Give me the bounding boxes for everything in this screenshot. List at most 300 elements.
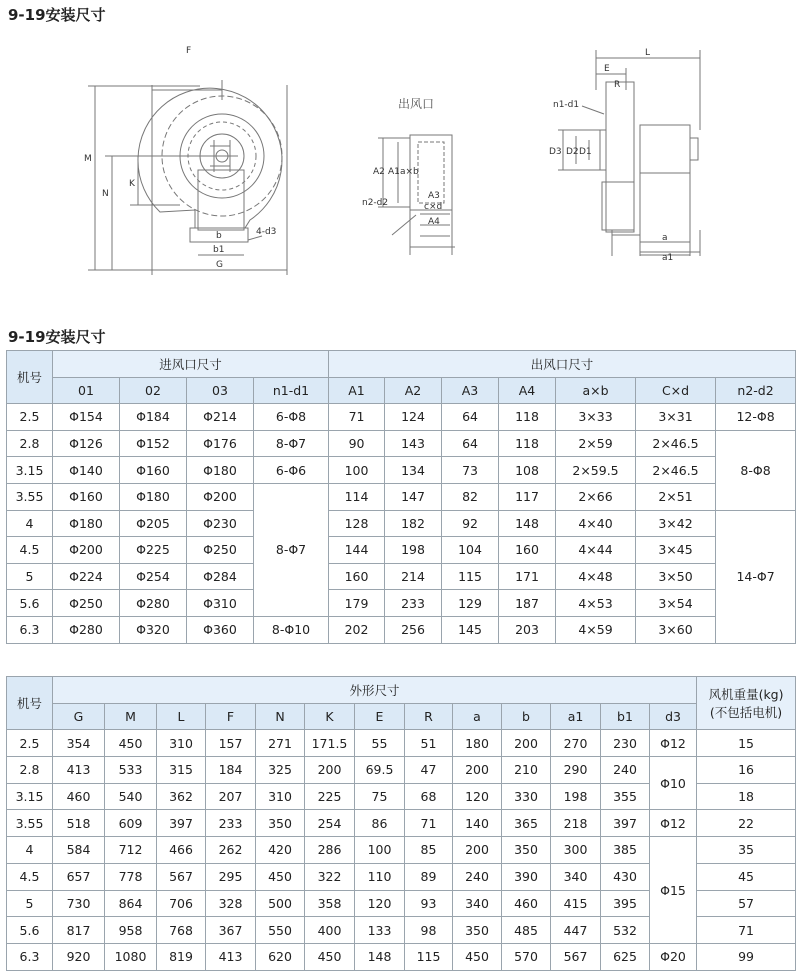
- table-cell: 200: [502, 730, 551, 757]
- table-cell: 413: [53, 757, 105, 784]
- table-cell: 128: [329, 510, 385, 537]
- table-row: [7, 837, 796, 864]
- table-cell: 73: [442, 457, 499, 484]
- table-cell: 2×66: [556, 483, 636, 510]
- header-col: A3: [442, 377, 499, 404]
- table-cell: 2×46.5: [636, 457, 716, 484]
- table-cell: 328: [206, 890, 256, 917]
- dim-F: F: [186, 46, 192, 56]
- table-cell: 4: [7, 837, 53, 864]
- table-cell: Φ12: [650, 810, 697, 837]
- table-cell: 2×46.5: [636, 430, 716, 457]
- table-cell: 5: [7, 563, 53, 590]
- table-cell: 460: [53, 783, 105, 810]
- table-cell: Φ176: [187, 430, 254, 457]
- table-cell: 18: [697, 783, 796, 810]
- table-cell: 230: [601, 730, 650, 757]
- table-cell: 325: [256, 757, 305, 784]
- header-col: a×b: [556, 377, 636, 404]
- table-cell: Φ180: [120, 483, 187, 510]
- header-col: K: [305, 703, 355, 730]
- table-cell: 147: [385, 483, 442, 510]
- table-cell: 620: [256, 943, 305, 970]
- table-cell: 64: [442, 430, 499, 457]
- table-cell: 6.3: [7, 616, 53, 643]
- table-cell: Φ205: [120, 510, 187, 537]
- table-cell: 171.5: [305, 730, 355, 757]
- table-cell: Φ224: [53, 563, 120, 590]
- header-col: M: [105, 703, 157, 730]
- table-cell: Φ180: [53, 510, 120, 537]
- table-cell: Φ254: [120, 563, 187, 590]
- table-cell: 98: [405, 917, 453, 944]
- dim-b: b: [216, 231, 222, 241]
- table-cell: 355: [601, 783, 650, 810]
- table-cell: 71: [405, 810, 453, 837]
- table-cell: 500: [256, 890, 305, 917]
- table-cell: 262: [206, 837, 256, 864]
- table-cell: 3×45: [636, 537, 716, 564]
- table-cell: 145: [442, 616, 499, 643]
- table-cell: 5.6: [7, 917, 53, 944]
- dim-n2-d2: n2-d2: [362, 198, 389, 208]
- table-cell: 187: [499, 590, 556, 617]
- table-cell: 200: [305, 757, 355, 784]
- table-cell: 6.3: [7, 943, 53, 970]
- table-cell: 171: [499, 563, 556, 590]
- dim-b1: b1: [213, 245, 225, 255]
- table-cell: Φ360: [187, 616, 254, 643]
- table-cell: Φ200: [53, 537, 120, 564]
- table-cell: 310: [256, 783, 305, 810]
- table-cell: Φ20: [650, 943, 697, 970]
- table-cell: 340: [551, 863, 601, 890]
- table-cell: 270: [551, 730, 601, 757]
- table-cell: 322: [305, 863, 355, 890]
- table-cell: 485: [502, 917, 551, 944]
- table-cell: 390: [502, 863, 551, 890]
- table-cell: 8-Φ7: [254, 430, 329, 457]
- table-cell: 5.6: [7, 590, 53, 617]
- dim-K: K: [129, 179, 135, 189]
- table-cell: 567: [551, 943, 601, 970]
- table-cell: 350: [256, 810, 305, 837]
- table-cell: 354: [53, 730, 105, 757]
- header-col: a: [453, 703, 502, 730]
- dim-A2: A2: [373, 167, 385, 177]
- outlet-view-drawing: [378, 135, 455, 255]
- table-cell: 225: [305, 783, 355, 810]
- table-cell: 315: [157, 757, 206, 784]
- table-cell: 2.5: [7, 730, 53, 757]
- table-cell: 100: [355, 837, 405, 864]
- header-col: 03: [187, 377, 254, 404]
- table-cell: 450: [105, 730, 157, 757]
- table-cell: Φ310: [187, 590, 254, 617]
- table-cell: 4×44: [556, 537, 636, 564]
- table-cell: 362: [157, 783, 206, 810]
- table-cell: 415: [551, 890, 601, 917]
- header-inlet: 进风口尺寸: [53, 351, 329, 378]
- table-cell: 358: [305, 890, 355, 917]
- table-cell: 8-Φ10: [254, 616, 329, 643]
- table-cell: 3×33: [556, 404, 636, 431]
- dim-A1: A1: [388, 167, 400, 177]
- table-cell: 200: [453, 757, 502, 784]
- table-cell: 45: [697, 863, 796, 890]
- table-row: [7, 537, 796, 564]
- table-cell: 2×59: [556, 430, 636, 457]
- table-cell: 129: [442, 590, 499, 617]
- table-cell: 864: [105, 890, 157, 917]
- dim-L: L: [645, 48, 651, 58]
- table-cell: 134: [385, 457, 442, 484]
- table-cell: Φ230: [187, 510, 254, 537]
- header-col: F: [206, 703, 256, 730]
- dim-E: E: [604, 64, 610, 74]
- table-cell: 2×59.5: [556, 457, 636, 484]
- table-cell: 120: [453, 783, 502, 810]
- table-cell: 69.5: [355, 757, 405, 784]
- table-cell: 570: [502, 943, 551, 970]
- table-cell: 295: [206, 863, 256, 890]
- table-cell: 3×42: [636, 510, 716, 537]
- table-cell: Φ154: [53, 404, 120, 431]
- table-cell: 657: [53, 863, 105, 890]
- dim-D2: D2: [566, 147, 579, 157]
- table-cell: 4: [7, 510, 53, 537]
- table-cell: 730: [53, 890, 105, 917]
- table-cell: 133: [355, 917, 405, 944]
- table-cell: Φ152: [120, 430, 187, 457]
- table-cell: 2×51: [636, 483, 716, 510]
- table-cell: 350: [502, 837, 551, 864]
- table-cell: 4×53: [556, 590, 636, 617]
- table-cell: Φ200: [187, 483, 254, 510]
- table-row: [7, 943, 796, 970]
- table-cell: 3.15: [7, 457, 53, 484]
- table-cell: 567: [157, 863, 206, 890]
- table-cell: 233: [385, 590, 442, 617]
- page-title: 9-19安装尺寸: [8, 6, 106, 24]
- table-cell: 68: [405, 783, 453, 810]
- table-cell: 518: [53, 810, 105, 837]
- header-col: L: [157, 703, 206, 730]
- table-cell: 584: [53, 837, 105, 864]
- header-weight: [697, 677, 796, 730]
- header-col: 02: [120, 377, 187, 404]
- table-cell: 93: [405, 890, 453, 917]
- table-cell: 256: [385, 616, 442, 643]
- dim-D1: D1: [579, 147, 592, 157]
- table-cell: 148: [499, 510, 556, 537]
- table-cell: 202: [329, 616, 385, 643]
- table-cell: 778: [105, 863, 157, 890]
- dim-M: M: [84, 154, 92, 164]
- header-col: A2: [385, 377, 442, 404]
- table-cell: 157: [206, 730, 256, 757]
- table-cell: 15: [697, 730, 796, 757]
- table-cell: 819: [157, 943, 206, 970]
- table-row: [7, 730, 796, 757]
- installation-drawings: [0, 30, 800, 290]
- table-cell: Φ225: [120, 537, 187, 564]
- table-row: [7, 430, 796, 457]
- table-row: [7, 457, 796, 484]
- table-cell: 118: [499, 404, 556, 431]
- table-cell: 367: [206, 917, 256, 944]
- table-cell: 214: [385, 563, 442, 590]
- table-cell: Φ250: [187, 537, 254, 564]
- table-cell: 350: [453, 917, 502, 944]
- table-cell: 148: [355, 943, 405, 970]
- table-cell: 100: [329, 457, 385, 484]
- table-title: 9-19安装尺寸: [8, 328, 106, 346]
- table-cell: 3.55: [7, 810, 53, 837]
- table-cell: Φ126: [53, 430, 120, 457]
- dim-A4: A4: [428, 217, 440, 227]
- table-cell: Φ180: [187, 457, 254, 484]
- table-cell: 420: [256, 837, 305, 864]
- dim-N: N: [102, 189, 109, 199]
- header-col: b: [502, 703, 551, 730]
- table-cell: 90: [329, 430, 385, 457]
- table-row: [7, 757, 796, 784]
- table-cell: 6-Φ8: [254, 404, 329, 431]
- table-row: [7, 810, 796, 837]
- table-cell: 413: [206, 943, 256, 970]
- table-cell: 160: [329, 563, 385, 590]
- table-cell: Φ140: [53, 457, 120, 484]
- table-cell: 71: [329, 404, 385, 431]
- table-cell: 108: [499, 457, 556, 484]
- table-cell: Φ160: [53, 483, 120, 510]
- table-cell: 397: [601, 810, 650, 837]
- header-col: A4: [499, 377, 556, 404]
- table-cell: 110: [355, 863, 405, 890]
- table-cell: 2.8: [7, 757, 53, 784]
- table-cell: 3×54: [636, 590, 716, 617]
- table-cell: 51: [405, 730, 453, 757]
- header-weight-title: 风机重量(kg): [708, 687, 784, 703]
- table-cell: Φ320: [120, 616, 187, 643]
- table-cell: 240: [601, 757, 650, 784]
- table-cell: 540: [105, 783, 157, 810]
- table-cell: 207: [206, 783, 256, 810]
- table-cell: 533: [105, 757, 157, 784]
- header-machine-no: 机号: [7, 677, 53, 730]
- table-cell: 625: [601, 943, 650, 970]
- header-weight-note: (不包括电机): [709, 705, 783, 721]
- table-cell: 115: [442, 563, 499, 590]
- table-cell: 254: [305, 810, 355, 837]
- dim-4-d3: 4-d3: [256, 227, 277, 237]
- table-cell: 2.5: [7, 404, 53, 431]
- table-cell: Φ280: [53, 616, 120, 643]
- table-cell: 4.5: [7, 863, 53, 890]
- table-cell: 118: [499, 430, 556, 457]
- table-cell: 71: [697, 917, 796, 944]
- table-cell: 958: [105, 917, 157, 944]
- header-col: a1: [551, 703, 601, 730]
- table-cell: Φ184: [120, 404, 187, 431]
- dim-n1-d1: n1-d1: [553, 100, 580, 110]
- table-cell: 920: [53, 943, 105, 970]
- table-cell: 57: [697, 890, 796, 917]
- table-cell: 460: [502, 890, 551, 917]
- table-cell: 385: [601, 837, 650, 864]
- table-cell: 124: [385, 404, 442, 431]
- table-cell: 447: [551, 917, 601, 944]
- table-cell: 89: [405, 863, 453, 890]
- table-cell: 82: [442, 483, 499, 510]
- table-cell: 140: [453, 810, 502, 837]
- table-cell: 300: [551, 837, 601, 864]
- table-cell: 240: [453, 863, 502, 890]
- table-cell: 120: [355, 890, 405, 917]
- table-cell: 200: [453, 837, 502, 864]
- table-cell: 397: [157, 810, 206, 837]
- table-cell: 198: [551, 783, 601, 810]
- dim-D3: D3: [549, 147, 562, 157]
- dim-a: a: [662, 233, 668, 243]
- outline-dimensions-table: [6, 676, 796, 971]
- table-cell: 365: [502, 810, 551, 837]
- table-cell: Φ12: [650, 730, 697, 757]
- table-cell: 143: [385, 430, 442, 457]
- table-cell: 218: [551, 810, 601, 837]
- table-row: [7, 590, 796, 617]
- table-cell: 4.5: [7, 537, 53, 564]
- table-cell: 3.15: [7, 783, 53, 810]
- header-outlet: 出风口尺寸: [329, 351, 796, 378]
- table-cell: 99: [697, 943, 796, 970]
- dim-A3: A3: [428, 191, 440, 201]
- table-cell: 4×40: [556, 510, 636, 537]
- dim-axb: a×b: [400, 167, 419, 177]
- dim-G: G: [216, 260, 223, 270]
- table-cell: 450: [453, 943, 502, 970]
- table-cell: Φ284: [187, 563, 254, 590]
- table-cell: 550: [256, 917, 305, 944]
- table-cell: 1080: [105, 943, 157, 970]
- header-col: d3: [650, 703, 697, 730]
- table-cell: 450: [305, 943, 355, 970]
- table-cell: 114: [329, 483, 385, 510]
- table-cell: Φ250: [53, 590, 120, 617]
- table-cell: 22: [697, 810, 796, 837]
- table-cell: 180: [453, 730, 502, 757]
- table-cell: 233: [206, 810, 256, 837]
- table-cell: 85: [405, 837, 453, 864]
- table-cell: 198: [385, 537, 442, 564]
- table-cell: 271: [256, 730, 305, 757]
- header-col: b1: [601, 703, 650, 730]
- outlet-label: 出风口: [398, 97, 435, 111]
- table-cell: 160: [499, 537, 556, 564]
- header-col: 01: [53, 377, 120, 404]
- header-col: N: [256, 703, 305, 730]
- table-cell: 55: [355, 730, 405, 757]
- table-cell: 8-Φ8: [716, 430, 796, 510]
- table-cell: 64: [442, 404, 499, 431]
- table-cell: 330: [502, 783, 551, 810]
- table-cell: 609: [105, 810, 157, 837]
- table-cell: 182: [385, 510, 442, 537]
- table-cell: Φ10: [650, 757, 697, 810]
- table-cell: 3×50: [636, 563, 716, 590]
- table-cell: 75: [355, 783, 405, 810]
- table-cell: 430: [601, 863, 650, 890]
- table-cell: 92: [442, 510, 499, 537]
- table-cell: 35: [697, 837, 796, 864]
- table-cell: 4×48: [556, 563, 636, 590]
- table-cell: 532: [601, 917, 650, 944]
- front-view-drawing: [88, 80, 287, 275]
- table-cell: 395: [601, 890, 650, 917]
- inlet-outlet-dimensions-table: [6, 350, 796, 644]
- table-row: [7, 510, 796, 537]
- table-cell: 115: [405, 943, 453, 970]
- table-cell: 286: [305, 837, 355, 864]
- table-cell: 117: [499, 483, 556, 510]
- table-cell: Φ280: [120, 590, 187, 617]
- table-cell: 2.8: [7, 430, 53, 457]
- table-cell: 290: [551, 757, 601, 784]
- table-cell: 706: [157, 890, 206, 917]
- header-col: E: [355, 703, 405, 730]
- header-col: G: [53, 703, 105, 730]
- table-cell: 3.55: [7, 483, 53, 510]
- table-cell: 203: [499, 616, 556, 643]
- dim-a1: a1: [662, 253, 674, 263]
- table-cell: 144: [329, 537, 385, 564]
- table-cell: 184: [206, 757, 256, 784]
- header-machine-no: 机号: [7, 351, 53, 404]
- table-cell: 3×31: [636, 404, 716, 431]
- table-cell: 4×59: [556, 616, 636, 643]
- table-row: [7, 483, 796, 510]
- table-cell: 817: [53, 917, 105, 944]
- table-cell: 768: [157, 917, 206, 944]
- header-col: C×d: [636, 377, 716, 404]
- table-cell: 450: [256, 863, 305, 890]
- table-cell: 86: [355, 810, 405, 837]
- header-col: n2-d2: [716, 377, 796, 404]
- table-row: [7, 404, 796, 431]
- table-cell: 340: [453, 890, 502, 917]
- header-col: n1-d1: [254, 377, 329, 404]
- table-cell: 712: [105, 837, 157, 864]
- table-cell: 466: [157, 837, 206, 864]
- table-cell: 5: [7, 890, 53, 917]
- table-cell: 3×60: [636, 616, 716, 643]
- table-cell: 310: [157, 730, 206, 757]
- table-cell: 400: [305, 917, 355, 944]
- table-row: [7, 563, 796, 590]
- header-col: A1: [329, 377, 385, 404]
- table-cell: 47: [405, 757, 453, 784]
- table-cell: 210: [502, 757, 551, 784]
- table-cell: 12-Φ8: [716, 404, 796, 431]
- table-cell: 104: [442, 537, 499, 564]
- header-col: R: [405, 703, 453, 730]
- dim-R: R: [614, 80, 621, 90]
- table-cell: 179: [329, 590, 385, 617]
- table-cell: 14-Φ7: [716, 510, 796, 643]
- dim-cxd: c×d: [424, 202, 443, 212]
- table-cell: 8-Φ7: [254, 483, 329, 616]
